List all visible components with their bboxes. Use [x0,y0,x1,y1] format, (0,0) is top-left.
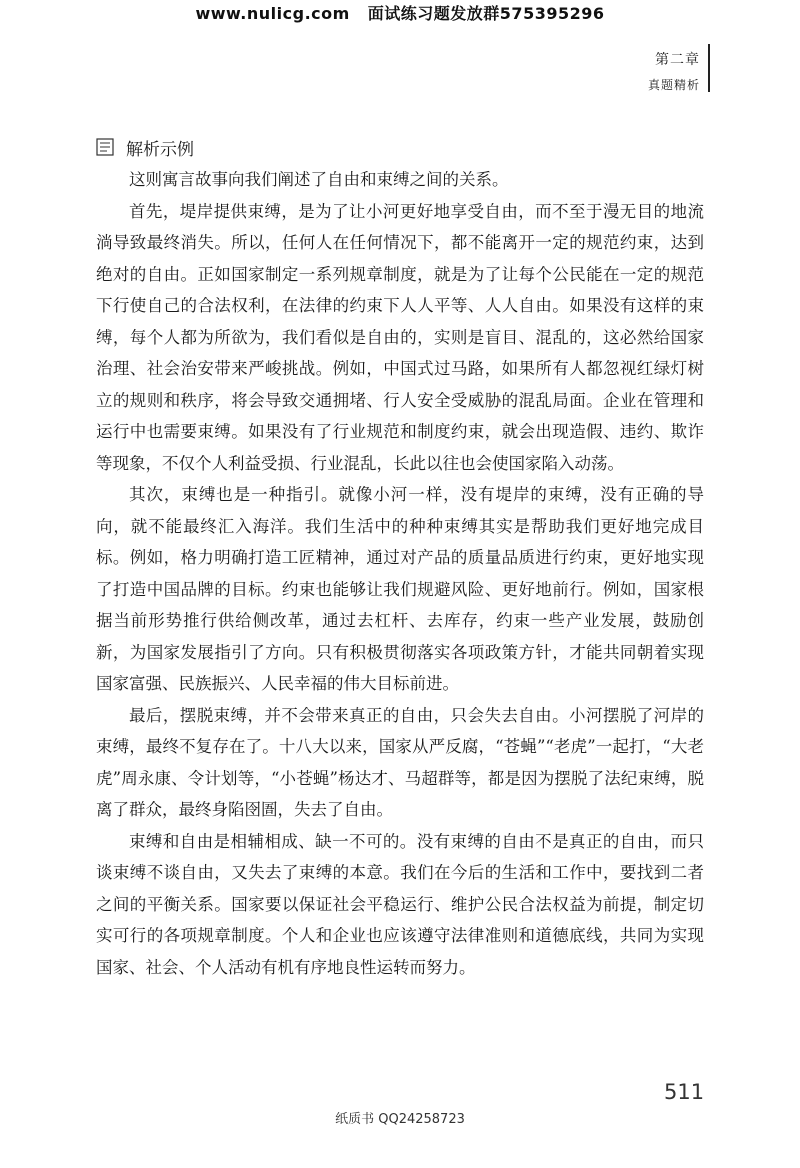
paragraph: 束缚和自由是相辅相成、缺一不可的。没有束缚的自由不是真正的自由，而只谈束缚不谈自由，又失去了束缚的本意。我们在今后的生活和工作中，要找到二者之间的平衡关系。国家要以保证社会平稳运行、维护公民合法权益为前提，制定切实可行的各项规章制度。个人和企业也应该遵守法律准则和道德底线，共同为实现国家、社会、个人活动有机有序地良性运转而努力。 [96,831,704,977]
page-number: 511 [664,1080,705,1104]
banner-promo: 面试练习题发放群575395296 [367,4,605,23]
section-title: 解析示例 [126,139,194,160]
paragraph: 首先，堤岸提供束缚，是为了让小河更好地享受自由，而不至于漫无目的地流淌导致最终消失。所以，任何人在任何情况下，都不能离开一定的规范约束，达到绝对的自由。正如国家制定一系列规章制度，就是为了让每个公民能在一定的规范下行使自己的合法权利，在法律的约束下人人平等、人人自由。如果没有这样的束缚，每个人都为所欲为，我们看似是自由的，实则是盲目、混乱的，这必然给国家治理、社会治安带来严峻挑战。例如，中国式过马路，如果所有人都忽视红绿灯树立的规则和秩序，将会导致交通拥堵、行人安全受威胁的混乱局面。企业在管理和运行中也需要束缚。如果没有了行业规范和制度约束，就会出现造假、违约、欺诈等现象，不仅个人利益受损、行业混乱，长此以往也会使国家陷入动荡。 [96,201,704,473]
chapter-title: 第二章 [655,52,700,68]
document-icon [96,138,114,156]
chapter-header [580,50,700,96]
paragraph: 最后，摆脱束缚，并不会带来真正的自由，只会失去自由。小河摆脱了河岸的束缚，最终不复存在了。十八大以来，国家从严反腐，“苍蝇”“老虎”一起打，“大老虎”周永康、令计划等，“小苍蝇”杨达才、马超群等，都是因为摆脱了法纪束缚，脱离了群众，最终身陷囹圄，失去了自由。 [96,705,704,819]
paragraph: 其次，束缚也是一种指引。就像小河一样，没有堤岸的束缚，没有正确的导向，就不能最终汇入海洋。我们生活中的种种束缚其实是帮助我们更好地完成目标。例如，格力明确打造工匠精神，通过对产品的质量品质进行约束，更好地实现了打造中国品牌的目标。约束也能够让我们规避风险、更好地前行。例如，国家根据当前形势推行供给侧改革，通过去杠杆、去库存，约束一些产业发展，鼓励创新，为国家发展指引了方向。只有积极贯彻落实各项政策方针，才能共同朝着实现国家富强、民族振兴、人民幸福的伟大目标前进。 [96,485,704,693]
chapter-subtitle: 真题精析 [647,78,700,92]
chapter-divider [708,44,710,92]
article-body [96,164,704,983]
top-banner [0,2,800,26]
banner-url: www.nulicg.com [195,4,350,23]
footer-note: 纸质书 QQ24258723 [335,1112,465,1127]
paragraph: 这则寓言故事向我们阐述了自由和束缚之间的关系。 [129,170,509,189]
section-heading [96,134,194,160]
